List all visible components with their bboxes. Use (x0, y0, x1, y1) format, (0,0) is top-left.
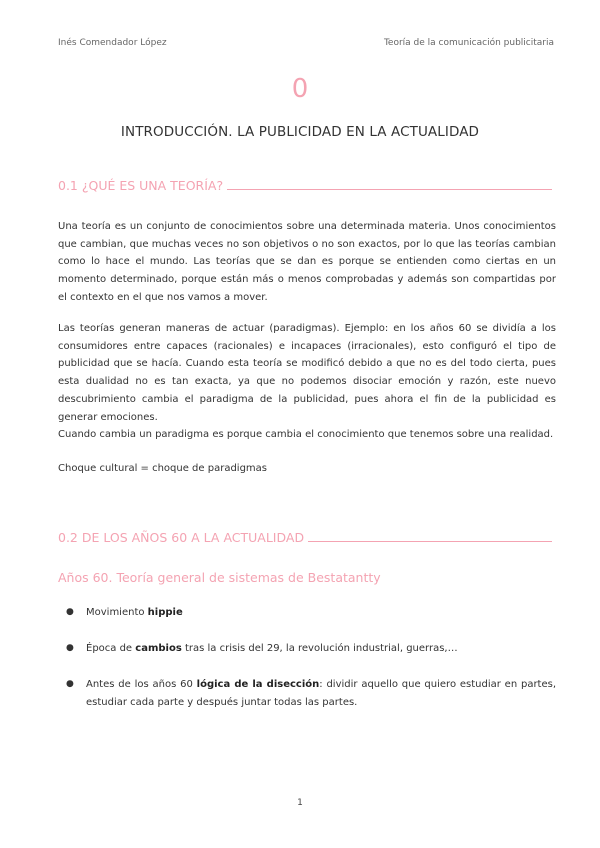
section-heading-1 (58, 178, 552, 193)
list-item-text-pre: Movimiento (86, 607, 148, 618)
list-item-text (86, 676, 556, 711)
bullet-icon: ● (66, 679, 74, 689)
header-author: Inés Comendador López (58, 38, 167, 48)
bullet-icon: ● (66, 607, 74, 617)
subsection-heading: Años 60. Teoría general de sistemas de Bestatantty (58, 570, 381, 585)
list-item-text-pre: Época de (86, 643, 136, 654)
section-heading-2 (58, 530, 552, 545)
list-item-text-bold: lógica de la disección (196, 679, 320, 690)
section-heading-2-rule (308, 541, 552, 542)
list-item-text-bold: hippie (147, 607, 183, 618)
chapter-title: INTRODUCCIÓN. LA PUBLICIDAD EN LA ACTUALIDAD (120, 124, 480, 140)
section-heading-1-text: 0.1 ¿QUÉ ES UNA TEORÍA? (58, 178, 224, 193)
paragraph-2: Las teorías generan maneras de actuar (paradigmas). Ejemplo: en los años 60 se dividía a los consumidores entre capaces (racionales) e incapaces (irracionales), esto configuró el tipo de publicidad que se hacía. Cuando esta teoría se modificó debido a que no es del todo cierta, pues esta dualidad no es tan exacta, ya que no podemos disociar emoción y razón, este nuevo descubrimiento cambia el paradigma de la publicidad, pues ahora el fin de la publicidad es generar emociones. (58, 323, 556, 423)
list-item-text-post: tras la crisis del 29, la revolución industrial, guerras,… (181, 643, 458, 654)
list-item-text-pre: Antes de los años 60 (86, 679, 197, 690)
chapter-number: 0 (291, 74, 309, 104)
page-number: 1 (297, 798, 303, 808)
header-course: Teoría de la comunicación publicitaria (383, 38, 554, 48)
list-item-text (86, 604, 556, 622)
paragraph-3: Cuando cambia un paradigma es porque cambia el conocimiento que tenemos sobre una realidad. (58, 429, 554, 440)
list-item (66, 676, 556, 711)
list-item-text-post: : dividir aquello que quiero estudiar en partes, estudiar cada parte y después juntar todas las partes. (86, 679, 557, 708)
list-item (66, 604, 556, 622)
paragraph-1: Una teoría es un conjunto de conocimientos sobre una determinada materia. Unos conocimientos que cambian, que muchas veces no son objetivos o no son exactos, por lo que las teorías cambian como lo hace el mundo. Las teorías que se dan es porque se entienden como ciertas en un momento determinado, porque están más o menos comprobadas y además son compartidas por el contexto en el que nos vamos a mover. (58, 221, 556, 303)
bullet-icon: ● (66, 643, 74, 653)
list-item (66, 640, 556, 658)
section-heading-1-rule (227, 189, 552, 190)
section-heading-2-text: 0.2 DE LOS AÑOS 60 A LA ACTUALIDAD (58, 530, 305, 545)
list-item-text (86, 640, 556, 658)
paragraph-4: Choque cultural = choque de paradigmas (58, 463, 267, 474)
list-item-text-bold: cambios (135, 643, 182, 654)
